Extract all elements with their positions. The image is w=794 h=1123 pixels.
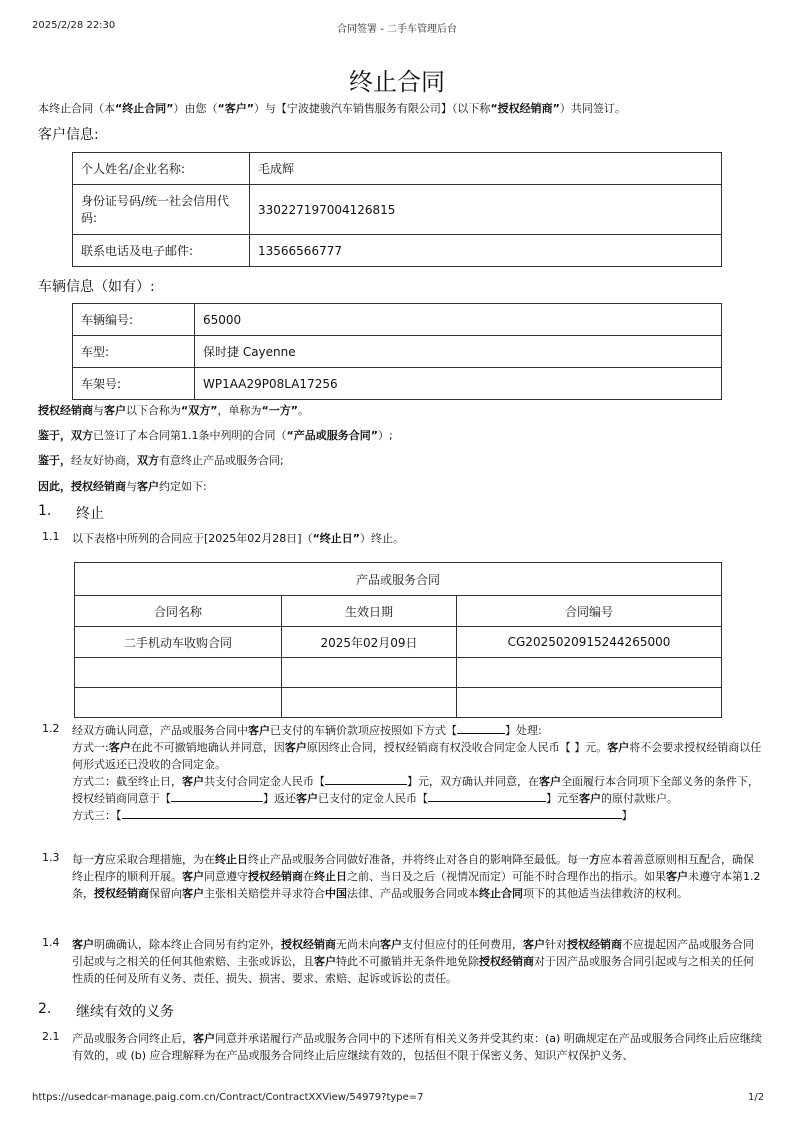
vehicle-model-value: 保时捷 Cayenne xyxy=(195,336,722,368)
table-row xyxy=(73,235,722,267)
contract-date-cell: 2025年02月09日 xyxy=(282,627,457,658)
blank-line[interactable] xyxy=(457,722,505,734)
blank-line[interactable] xyxy=(325,773,407,785)
recital-1: 鉴于，双方已签订了本合同第1.1条中列明的合同（“产品或服务合同”）; xyxy=(38,429,393,442)
table-row xyxy=(73,185,722,235)
vehicle-number-value: 65000 xyxy=(195,304,722,336)
customer-info-heading: 客户信息: xyxy=(38,127,99,143)
clause-1-2-intro: 经双方确认同意，产品或服务合同中客户已支付的车辆价款项应按照如下方式【 】处理: xyxy=(72,724,542,737)
print-date: 2025/2/28 22:30 xyxy=(32,20,116,31)
contract-table xyxy=(74,562,722,718)
clause-1-1-text: 以下表格中所列的合同应于[2025年02月28日]（“终止日”）终止。 xyxy=(72,532,405,545)
section-1-title: 终止 xyxy=(76,506,104,522)
customer-info-table xyxy=(72,152,722,267)
table-row xyxy=(75,563,722,596)
recital-3: 因此，授权经销商与客户约定如下: xyxy=(38,480,207,493)
clause-1-1-number: 1.1 xyxy=(42,530,60,543)
clause-2-1-number: 2.1 xyxy=(42,1030,60,1043)
empty-cell xyxy=(75,658,282,688)
method-1: 方式一:客户在此不可撤销地确认并同意，因客户原因终止合同，授权经销商有权没收合同定金人民币【 】元。客户将不会要求授权经销商以任何形式返还已没收的合同定金。 xyxy=(72,741,762,771)
section-2-number: 2. xyxy=(38,1001,52,1017)
parties-definition: 授权经销商与客户以下合称为“双方”，单称为“一方”。 xyxy=(38,404,309,417)
vehicle-number-label: 车辆编号: xyxy=(73,304,195,336)
customer-id-label: 身份证号码/统一社会信用代码: xyxy=(73,185,250,235)
method-2: 方式二：截至终止日，客户共支付合同定金人民币【 】元，双方确认并同意，在客户全面履行本合同项下全部义务的条件下，授权经销商同意于【 】返还客户已支付的定金人民币【 】元至客户的原付款账户。 xyxy=(72,775,759,805)
section-2-title: 继续有效的义务 xyxy=(76,1004,174,1020)
clause-2-1-text: 产品或服务合同终止后，客户同意并承诺履行产品或服务合同中的下述所有相关义务并受其约束：(a) 明确规定在产品或服务合同终止后应继续有效的，或 (b) 应合理解释为在产品或服务合同终止后应继续有效的，包括但不限于保密义务、知识产权保护义务、 xyxy=(72,1032,762,1062)
document-title: 终止合同 xyxy=(349,68,445,96)
empty-cell xyxy=(457,658,722,688)
print-title: 合同签署 - 二手车管理后台 xyxy=(337,24,457,35)
empty-cell xyxy=(75,688,282,718)
clause-1-4-text: 客户明确确认，除本终止合同另有约定外，授权经销商无尚未向客户支付但应付的任何费用，客户针对授权经销商不应提起因产品或服务合同引起或与之相关的任何其他索赔、主张或诉讼，且客户特此不可撤销并无条件地免除授权经销商对于因产品或服务合同引起或与之相关的任何性质的任何及所有义务、责任、损失、损害、要求、索赔、起诉或诉讼的责任。 xyxy=(72,938,754,985)
table-row xyxy=(73,153,722,185)
column-header-date: 生效日期 xyxy=(282,596,457,627)
blank-line[interactable] xyxy=(428,790,546,802)
contract-name-cell: 二手机动车收购合同 xyxy=(75,627,282,658)
column-header-name: 合同名称 xyxy=(75,596,282,627)
clause-1-2-number: 1.2 xyxy=(42,722,60,735)
empty-cell xyxy=(457,688,722,718)
clause-1-3-text: 每一方应采取合理措施，为在终止日终止产品或服务合同做好准备，并将终止对各自的影响降至最低。每一方应本着善意原则相互配合，确保终止程序的顺利开展。客户同意遵守授权经销商在终止日之前、当日及之后（视情况而定）可能不时合理作出的指示。如果客户未遵守本第1.2条，授权经销商保留向客户主张相关赔偿并寻求符合中国法律、产品或服务合同或本终止合同项下的其他适当法律救济的权利。 xyxy=(72,853,761,900)
contract-number-cell: CG2025020915244265000 xyxy=(457,627,722,658)
customer-contact-label: 联系电话及电子邮件: xyxy=(73,235,250,267)
section-1-number: 1. xyxy=(38,503,52,519)
table-row xyxy=(75,658,722,688)
customer-contact-value: 13566566777 xyxy=(250,235,722,267)
empty-cell xyxy=(282,688,457,718)
clause-1-3-number: 1.3 xyxy=(42,851,60,864)
customer-name-value: 毛成辉 xyxy=(250,153,722,185)
vin-label: 车架号: xyxy=(73,368,195,400)
table-row xyxy=(73,304,722,336)
vehicle-model-label: 车型: xyxy=(73,336,195,368)
method-3: 方式三：【 】 xyxy=(72,809,633,822)
customer-name-label: 个人姓名/企业名称: xyxy=(73,153,250,185)
table-row xyxy=(75,596,722,627)
vehicle-info-table xyxy=(72,303,722,400)
blank-line[interactable] xyxy=(171,790,263,802)
table-row xyxy=(73,368,722,400)
table-row xyxy=(75,688,722,718)
empty-cell xyxy=(282,658,457,688)
table-row xyxy=(73,336,722,368)
intro-paragraph: 本终止合同（本“终止合同”）由您（“客户”）与【宁波捷骏汽车销售服务有限公司】（以下称“授权经销商”）共同签订。 xyxy=(38,102,626,115)
clause-1-4-number: 1.4 xyxy=(42,936,60,949)
column-header-number: 合同编号 xyxy=(457,596,722,627)
print-url: https://usedcar-manage.paig.com.cn/Contract/ContractXXView/54979?type=7 xyxy=(32,1092,424,1103)
contract-table-caption: 产品或服务合同 xyxy=(75,563,722,596)
recital-2: 鉴于，经友好协商，双方有意终止产品或服务合同; xyxy=(38,454,284,467)
blank-line[interactable] xyxy=(122,807,622,819)
vehicle-info-heading: 车辆信息（如有）: xyxy=(38,279,155,295)
clause-1-2-text xyxy=(72,722,764,824)
page-number: 1/2 xyxy=(748,1092,765,1103)
vin-value: WP1AA29P08LA17256 xyxy=(195,368,722,400)
table-row xyxy=(75,627,722,658)
customer-id-value: 330227197004126815 xyxy=(250,185,722,235)
